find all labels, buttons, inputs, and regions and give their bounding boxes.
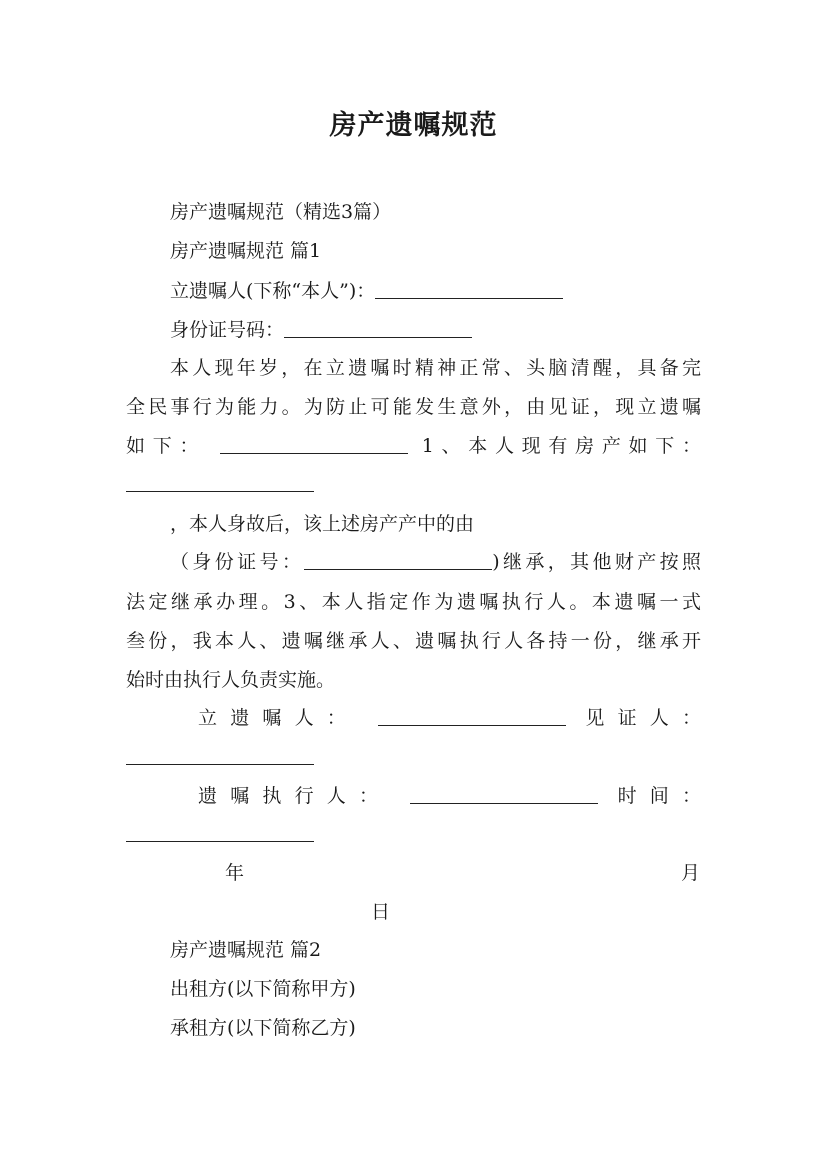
sign-time-label: 时间：	[617, 785, 701, 807]
sign-line-1	[198, 706, 701, 730]
date-year: 年	[225, 862, 245, 884]
para3-line1-b: )继承，其他财产按照	[492, 551, 701, 573]
para1-blank	[220, 435, 408, 454]
lessor-label: 出租方(以下简称甲方)	[170, 978, 356, 1000]
document-title: 房产遗嘱规范	[329, 110, 498, 141]
witness-blank	[126, 763, 314, 765]
part1-heading: 房产遗嘱规范 篇1	[170, 240, 322, 262]
lessee-label: 承租方(以下简称乙方)	[170, 1017, 356, 1039]
id-line	[170, 318, 472, 342]
para3-line2: 法定继承办理。3、本人指定作为遗嘱执行人。本遗嘱一式	[126, 591, 701, 613]
time-blank	[126, 840, 314, 842]
para3-line4: 始时由执行人负责实施。	[126, 669, 336, 691]
property-blank	[126, 490, 314, 492]
sign-testator-blank	[378, 707, 566, 726]
document-subtitle: 房产遗嘱规范（精选3篇）	[170, 201, 392, 223]
sign-testator-label: 立遗嘱人：	[198, 707, 359, 729]
para1-line3-b: 1、本人现有房产如下：	[421, 435, 701, 457]
para1-line3-a: 如下：	[126, 435, 207, 457]
testator-line	[170, 279, 563, 303]
para2-line1: ，本人身故后，该上述房产产中的由	[170, 513, 475, 535]
para3-line1-a: （身份证号：	[170, 551, 305, 573]
part2-heading: 房产遗嘱规范 篇2	[170, 939, 322, 961]
para3-line1	[170, 550, 701, 574]
sign-witness-label: 见证人：	[585, 707, 701, 729]
testator-label: 立遗嘱人(下称“本人”)：	[170, 280, 376, 302]
testator-blank	[375, 280, 563, 299]
id-blank	[284, 319, 472, 338]
sign-executor-label: 遗嘱执行人：	[198, 785, 392, 807]
para1-line3	[126, 434, 701, 458]
heir-id-blank	[304, 551, 492, 570]
sign-executor-blank	[410, 785, 598, 804]
id-label: 身份证号码：	[170, 319, 285, 341]
para3-line3: 叁份，我本人、遗嘱继承人、遗嘱执行人各持一份，继承开	[126, 630, 701, 652]
date-month: 月	[681, 862, 701, 884]
para1-line1: 本人现年岁，在立遗嘱时精神正常、头脑清醒，具备完	[170, 357, 701, 379]
para1-line2: 全民事行为能力。为防止可能发生意外，由见证，现立遗嘱	[126, 396, 701, 418]
date-day: 日	[371, 901, 391, 923]
sign-line-2	[198, 784, 701, 808]
